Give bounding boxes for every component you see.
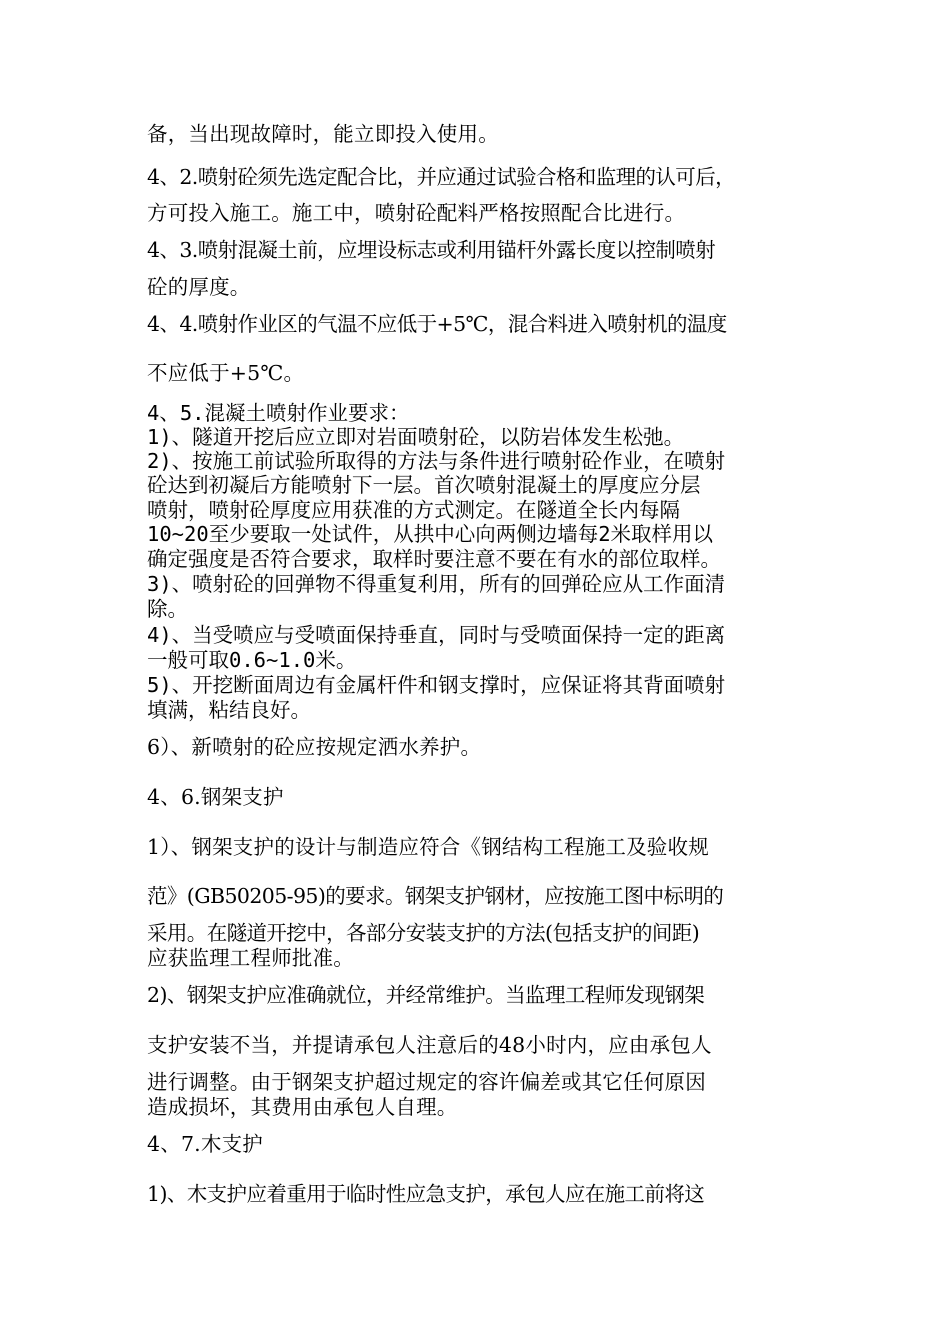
text-line: 范》(GB50205-95)的要求。钢架支护钢材，应按施工图中标明的 (147, 884, 724, 908)
text-line: 4、2.喷射砼须先选定配合比，并应通过试验合格和监理的认可后， (147, 165, 736, 189)
text-line: 方可投入施工。施工中，喷射砼配料严格按照配合比进行。 (147, 201, 686, 225)
text-line: 4、5.混凝土喷射作业要求： (147, 401, 410, 425)
section-heading: 4、6.钢架支护 (147, 785, 284, 809)
text-line: 10~20至少要取一处试件，从拱中心向两侧边墙每2米取样用以 (147, 522, 714, 546)
text-line: 4、4.喷射作业区的气温不应低于+5℃，混合料进入喷射机的温度 (147, 312, 727, 336)
text-line: 除。 (147, 597, 188, 621)
text-line: 应获监理工程师批准。 (147, 946, 354, 970)
text-line: 2)、钢架支护应准确就位，并经常维护。当监理工程师发现钢架 (147, 983, 705, 1007)
text-line: 1)、木支护应着重用于临时性应急支护，承包人应在施工前将这 (147, 1182, 705, 1206)
section-heading: 4、7.木支护 (147, 1132, 264, 1156)
text-line: 备，当出现故障时，能立即投入使用。 (147, 122, 499, 146)
text-line: 不应低于+5℃。 (147, 361, 305, 385)
text-line: 6）、新喷射的砼应按规定洒水养护。 (147, 735, 482, 759)
text-line: 确定强度是否符合要求，取样时要注意不要在有水的部位取样。 (147, 547, 721, 571)
text-line: 进行调整。由于钢架支护超过规定的容许偏差或其它任何原因 (147, 1070, 706, 1094)
text-line: 采用。在隧道开挖中，各部分安装支护的方法(包括支护的间距) (147, 921, 700, 945)
text-line: 砼的厚度。 (147, 275, 251, 299)
text-line: 填满，粘结良好。 (147, 698, 311, 722)
text-line: 喷射，喷射砼厚度应用获准的方式测定。在隧道全长内每隔 (147, 498, 680, 522)
text-line: 4、3.喷射混凝土前，应埋设标志或利用锚杆外露长度以控制喷射 (147, 238, 716, 262)
text-line: 一般可取0.6~1.0米。 (147, 648, 357, 672)
text-line: 3)、喷射砼的回弹物不得重复利用，所有的回弹砼应从工作面清 (147, 572, 726, 596)
text-line: 支护安装不当，并提请承包人注意后的48小时内，应由承包人 (147, 1033, 712, 1057)
text-line: 2)、按施工前试验所取得的方法与条件进行喷射砼作业，在喷射 (147, 449, 726, 473)
text-line: 砼达到初凝后方能喷射下一层。首次喷射混凝土的厚度应分层 (147, 473, 701, 497)
text-line: 造成损坏，其费用由承包人自理。 (147, 1095, 458, 1119)
text-line: 4)、当受喷应与受喷面保持垂直，同时与受喷面保持一定的距离 (147, 623, 726, 647)
text-line: 1）、钢架支护的设计与制造应符合《钢结构工程施工及验收规 (147, 835, 709, 859)
text-line: 5)、开挖断面周边有金属杆件和钢支撑时，应保证将其背面喷射 (147, 673, 726, 697)
text-line: 1)、隧道开挖后应立即对岩面喷射砼，以防岩体发生松弛。 (147, 425, 685, 449)
